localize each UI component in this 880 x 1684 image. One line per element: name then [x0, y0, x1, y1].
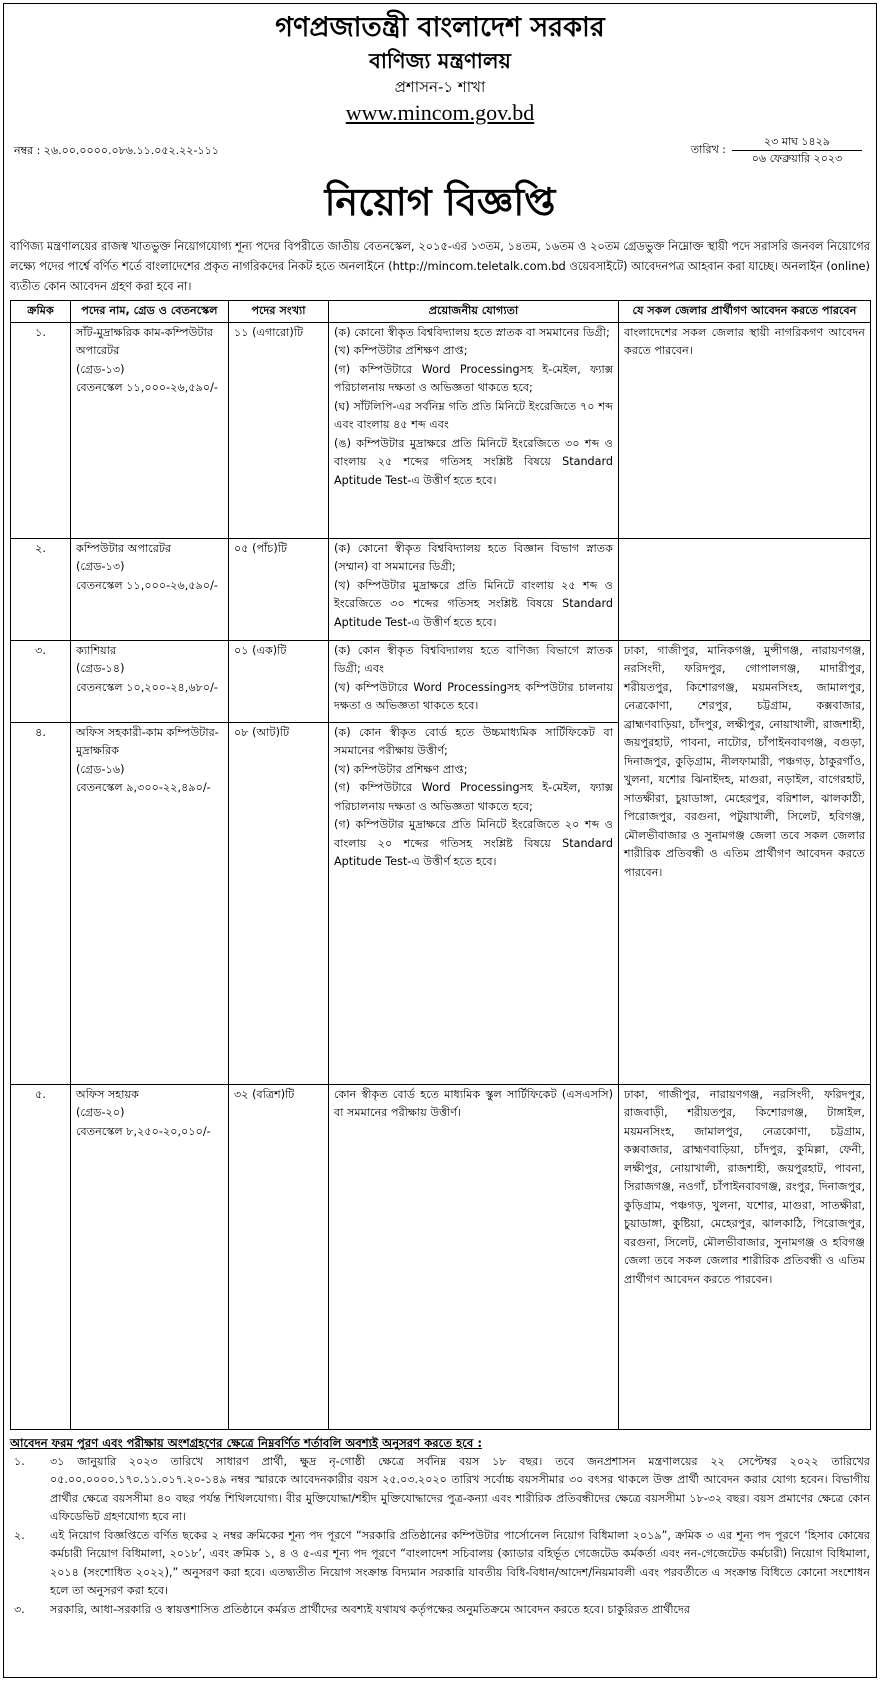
- condition-item: [10, 1527, 870, 1601]
- row-qualifications: [329, 538, 619, 640]
- post-grade: (গ্রেড-১৩): [76, 560, 125, 573]
- qualification-item: (গ) কম্পিউটারে Word Processingসহ ই-মেইল, ফ্যাক্স পরিচালনায় দক্ষতা ও অভিজ্ঞতা থাকতে হবে;: [334, 362, 613, 394]
- condition-text: এই নিয়োগ বিজ্ঞপ্তিতে বর্ণিত ছকের ২ নম্বর ক্রমিকের শূন্য পদ পূরণে “সরকারি প্রতিষ্ঠানের কম্পিউটার পার্সোনেল নিয়োগ বিধিমালা ২০১৯”, ক্রমিক ৩ এর শূন্য পদ পূরণে ‘হিসাব কোষের কর্মচারী নিয়োগ বিধিমালা, ২০১৮’, এবং ক্রমিক ১, ৪ ও ৫-এর শূন্য পদ পূরণে “বাংলাদেশ সচিবালয় (ক্যাডার বহির্ভূত গেজেটেড কর্মকর্তা এবং নন-গেজেটেড কর্মচারী) নিয়োগ বিধিমালা, ২০১৪ (সংশোধিত ২০২২),” অনুসরণ করা হবে। এতদ্ব্যতীত নিয়োগ সংক্রান্ত বিদ্যমান সরকারি যাবতীয় বিধি-বিধান/আদেশ/নিয়মাবলী এবং পরবর্তীতে এ সংক্রান্ত বিধিতে কোনো সংশোধন হলে তা অনুসরণ করা হবে।: [50, 1528, 870, 1597]
- header-count: পদের সংখ্যা: [229, 301, 329, 323]
- qualification-item: (ক) কোনো স্বীকৃত বিশ্ববিদ্যালয় হতে বিজ্ঞান বিভাগ স্নাতক (সম্মান) বা সমমানের ডিগ্রী;: [334, 541, 613, 573]
- header-qualification: প্রয়োজনীয় যোগ্যতা: [329, 301, 619, 323]
- post-scale: বেতনস্কেল ১১,০০০-২৬,৫৯০/-: [76, 578, 218, 592]
- condition-text: ৩১ জানুয়ারি ২০২৩ তারিখে সাধারণ প্রার্থী, ক্ষুদ্র নৃ-গোষ্ঠী ক্ষেত্রে সর্বনিম্ন বয়স ১৮ বছর। তবে জনপ্রশাসন মন্ত্রণালয়ের ২২ সেপ্টেম্বর ২০২২ তারিখের ০৫.০০.০০০০.১৭০.১১.০১৭.২০-১৪৯ নম্বর স্মারকে আবেদনকারীর বয়স ২৫.০৩.২০২০ তারিখ সর্বোচ্চ বয়সসীমার ৩০ বৎসর থাকলে উক্ত প্রার্থী আবেদন করার যোগ্য হবেন। বিভাগীয় প্রার্থীর ক্ষেত্রে বয়সসীমা ৪০ বছর পর্যন্ত শিথিলযোগ্য। বীর মুক্তিযোদ্ধা/শহীদ মুক্তিযোদ্ধাদের পুত্র-কন্যা এবং শারীরিক প্রতিবন্ধীদের ক্ষেত্রে বয়সসীমা ১৮-৩২ বছর। বয়স প্রমাণের ক্ষেত্রে কোন এফিডেভিট গ্রহণযোগ্য হবে না।: [50, 1454, 870, 1523]
- row-districts: ঢাকা, গাজীপুর, নারায়ণগঞ্জ, নরসিংদী, ফরিদপুর, রাজবাড়ী, শরীয়তপুর, কিশোরগঞ্জ, টাঙ্গাইল, ময়মনসিংহ, জামালপুর, নেত্রকোণা, চট্টগ্রাম, কক্সবাজার, ব্রাহ্মণবাড়িয়া, চাঁদপুর, কুমিল্লা, ফেনী, লক্ষীপুর, নোয়াখালী, রাজশাহী, জয়পুরহাট, পাবনা, সিরাজগঞ্জ, নওগাঁ, চাঁপাইনবাবগঞ্জ, রংপুর, দিনাজপুর, কুড়িগ্রাম, পঞ্চগড়, খুলনা, যশোর, মাগুরা, সাতক্ষীরা, চুয়াডাঙ্গা, কুষ্টিয়া, মেহেরপুর, ঝালকাঠি, পিরোজপুর, বরগুনা, সিলেট, মৌলভীবাজার, সুনামগঞ্জ ও হবিগঞ্জ জেলা তবে সকল জেলার শারীরিক প্রতিবন্ধী ও এতিম প্রার্থীগণ আবেদন করতে পারবেন।: [619, 1084, 871, 1429]
- header-post: পদের নাম, গ্রেড ও বেতনস্কেল: [71, 301, 229, 323]
- row-serial: ৪.: [11, 722, 71, 1084]
- reference-row: [4, 128, 876, 172]
- post-grade: (গ্রেড-১৬): [76, 762, 125, 776]
- post-name: অফিস সহায়ক: [76, 1087, 139, 1101]
- row-count: ০৫ (পাঁচ)টি: [229, 538, 329, 640]
- qualification-item: (ক) কোন স্বীকৃত বিশ্ববিদ্যালয় হতে বাণিজ্য বিভাগে স্নাতক ডিগ্রী; এবং: [334, 643, 613, 675]
- header-districts: যে সকল জেলার প্রার্থীগণ আবেদন করতে পারবেন: [619, 301, 871, 323]
- job-circular-page: [3, 3, 877, 1678]
- qualification-item: (খ) কম্পিউটার মুদ্রাক্ষরে প্রতি মিনিটে বাংলায় ২৫ শব্দ ও ইংরেজিতে ৩০ শব্দের গতিসহ সংশ্লিষ্ট বিষয়ে Standard Aptitude Test-এ উত্তীর্ণ হতে হবে।: [334, 578, 613, 629]
- post-scale: বেতনস্কেল ১০,২০০-২৪,৬৮০/-: [76, 680, 218, 694]
- qualification-item: (খ) কম্পিউটার প্রশিক্ষণ প্রাপ্ত;: [334, 762, 468, 776]
- post-name: সাঁট-মুদ্রাক্ষরিক কাম-কম্পিউটার অপারেটর: [76, 325, 213, 357]
- row-serial: ৩.: [11, 640, 71, 722]
- condition-item: [10, 1453, 870, 1527]
- date-block: [691, 134, 862, 167]
- qualification-item: (ঙ) কম্পিউটার মুদ্রাক্ষরে প্রতি মিনিটে ইংরেজিতে ৩০ শব্দ ও বাংলায় ২৫ শব্দের গতিসহ সংশ্লিষ্ট বিষয়ে Standard Aptitude Test-এ উত্তীর্ণ হতে হবে।: [334, 436, 613, 487]
- branch-name: প্রশাসন-১ শাখা: [394, 78, 486, 96]
- table-row: [11, 322, 871, 538]
- row-qualifications: [329, 322, 619, 538]
- condition-text: সরকারি, আধা-সরকারি ও স্বায়ত্তশাসিত প্রতিষ্ঠানে কর্মরত প্রার্থীদের অবশ্যই যথাযথ কর্তৃপক্ষের অনুমতিক্রমে আবেদন করতে হবে। চাকুরিরত প্রার্থীদের: [50, 1602, 690, 1616]
- qualification-item: কোন স্বীকৃত বোর্ড হতে মাধ্যমিক স্কুল সার্টিফিকেট (এসএসসি) বা সমমানের পরীক্ষায় উত্তীর্ণ।: [334, 1087, 613, 1119]
- row-count: ৩২ (বত্রিশ)টি: [229, 1084, 329, 1429]
- row-districts: [619, 538, 871, 640]
- qualification-item: (ঘ) সাঁটলিপি-এর সর্বনিম্ন গতি প্রতি মিনিটে ইংরেজিতে ৭০ শব্দ এবং বাংলায় ৪৫ শব্দ এবং: [334, 399, 613, 431]
- conditions-title: আবেদন ফরম পুরণ এবং পরীক্ষায় অংশগ্রহণের ক্ষেত্রে নিম্নবর্ণিত শর্তাবলি অবশ্যই অনুসরণ করতে হবে :: [10, 1435, 482, 1450]
- row-qualifications: [329, 1084, 619, 1429]
- row-serial: ২.: [11, 538, 71, 640]
- row-qualifications: [329, 722, 619, 1084]
- post-name: ক্যাশিয়ার: [76, 643, 117, 657]
- notice-title: নিয়োগ বিজ্ঞপ্তি: [324, 179, 556, 224]
- table-header-row: [11, 301, 871, 323]
- qualification-item: (খ) কম্পিউটারে Word Processingসহ কম্পিউটার চালনায় দক্ষতা ও অভিজ্ঞতা থাকতে হবে।: [334, 680, 613, 712]
- qualification-item: (ক) কোন স্বীকৃত বোর্ড হতে উচ্চমাধ্যমিক সার্টিফিকেট বা সমমানের পরীক্ষায় উত্তীর্ণ;: [334, 725, 613, 757]
- row-count: ০১ (এক)টি: [229, 640, 329, 722]
- table-row: [11, 640, 871, 722]
- condition-item: [10, 1601, 870, 1620]
- post-name: কম্পিউটার অপারেটর: [76, 541, 172, 555]
- post-grade: (গ্রেড-২০): [76, 1106, 125, 1119]
- qualification-item: (ক) কোনো স্বীকৃত বিশ্ববিদ্যালয় হতে স্নাতক বা সমমানের ডিগ্রী;: [334, 325, 610, 339]
- row-post: [71, 640, 229, 722]
- table-row: [11, 538, 871, 640]
- row-serial: ৫.: [11, 1084, 71, 1429]
- date-bangla: ২৩ মাঘ ১৪২৯: [732, 134, 862, 151]
- letterhead: [4, 10, 876, 128]
- condition-number: ২.: [14, 1528, 25, 1542]
- header-serial: ক্রমিক: [11, 301, 71, 323]
- post-grade: (গ্রেড-১৩): [76, 362, 125, 376]
- vacancy-table: [10, 300, 871, 1430]
- post-scale: বেতনস্কেল ১১,০০০-২৬,৫৯০/-: [76, 381, 218, 394]
- row-serial: ১.: [11, 322, 71, 538]
- qualification-item: (খ) কম্পিউটার প্রশিক্ষণ প্রাপ্ত;: [334, 344, 468, 357]
- memo-number: নম্বর : ২৬.০০.০০০০.০৮৬.১১.০৫২.২২-১১১: [14, 144, 219, 157]
- row-count: ১১ (এগারো)টি: [229, 322, 329, 538]
- row-districts: ঢাকা, গাজীপুর, মানিকগঞ্জ, মুন্সীগঞ্জ, নারায়ণগঞ্জ, নরসিংদী, ফরিদপুর, গোপালগঞ্জ, মাদারীপুর, শরীয়তপুর, কিশোরগঞ্জ, ময়মনসিংহ, জামালপুর, নেত্রকোণা, শেরপুর, চট্টগ্রাম, কক্সবাজার, ব্রাহ্মণবাড়িয়া, চাঁদপুর, লক্ষীপুর, নোয়াখালী, রাজশাহী, জয়পুরহাট, পাবনা, নাটোর, চাঁপাইনবাবগঞ্জ, বগুড়া, দিনাজপুর, কুড়িগ্রাম, নীলফামারী, পঞ্চগড়, ঠাকুরগাঁও, খুলনা, যশোর ঝিনাইদহ, মাগুরা, নড়াইল, বাগেরহাট, সাতক্ষীরা, চুয়াডাঙ্গা, মেহেরপুর, বরিশাল, ঝালকাঠী, পিরোজপুর, বরগুনা, পটুয়াখালী, সিলেট, হবিগঞ্জ, মৌলভীবাজার ও সুনামগঞ্জ জেলা তবে সকল জেলার শারীরিক প্রতিবন্ধী ও এতিম প্রার্থীগণ আবেদন করতে পারবেন।: [619, 640, 871, 1084]
- intro-paragraph: বাণিজ্য মন্ত্রণালয়ের রাজস্ব খাতভুক্ত নিয়োগযোগ্য শূন্য পদের বিপরীতে জাতীয় বেতনস্কেল, ২০১৫-এর ১৩তম, ১৪তম, ১৬তম ও ২০তম গ্রেডভুক্ত নিম্নোক্ত স্থায়ী পদে সরাসরি জনবল নিয়োগের লক্ষ্যে পদের পার্শ্বে বর্ণিত শর্তে বাংলাদেশের প্রকৃত নাগরিকদের নিকট হতে অনলাইনে (http://mincom.teletalk.com.bd ওয়েবসাইটে) আবেদনপত্র আহবান করা যাচ্ছে। অনলাইন (online) ব্যতীত কোন আবেদন গ্রহণ করা হবে না।: [10, 239, 870, 293]
- row-count: ০৮ (আট)টি: [229, 722, 329, 1084]
- website-link[interactable]: www.mincom.gov.bd: [345, 100, 535, 125]
- row-post: [71, 722, 229, 1084]
- table-row: [11, 1084, 871, 1429]
- condition-number: ৩.: [14, 1602, 25, 1616]
- date-label: তারিখ :: [690, 143, 726, 156]
- government-name: গণপ্রজাতন্ত্রী বাংলাদেশ সরকার: [275, 12, 605, 43]
- row-post: [71, 322, 229, 538]
- row-post: [71, 1084, 229, 1429]
- post-name: অফিস সহকারী-কাম কম্পিউটার-মুদ্রাক্ষরিক: [76, 725, 219, 757]
- row-post: [71, 538, 229, 640]
- post-grade: (গ্রেড-১৪): [76, 662, 125, 675]
- post-scale: বেতনস্কেল ৯,৩০০-২২,৪৯০/-: [76, 781, 211, 794]
- qualification-item: (গ) কম্পিউটারে Word Processingসহ ই-মেইল, ফ্যাক্স পরিচালনায় দক্ষতা ও অভিজ্ঞতা থাকতে হবে;: [334, 781, 613, 813]
- post-scale: বেতনস্কেল ৮,২৫০-২০,০১০/-: [76, 1124, 211, 1138]
- row-districts: বাংলাদেশের সকল জেলার স্থায়ী নাগরিকগণ আবেদন করতে পারবেন।: [619, 322, 871, 538]
- row-qualifications: [329, 640, 619, 722]
- ministry-name: বাণিজ্য মন্ত্রণালয়: [369, 48, 511, 73]
- condition-number: ১.: [14, 1454, 25, 1468]
- qualification-item: (গ) কম্পিউটার মুদ্রাক্ষরে প্রতি মিনিটে ইংরেজিতে ২০ শব্দ ও বাংলায় ২০ শব্দের গতিসহ সংশ্লিষ্ট বিষয়ে Standard Aptitude Test-এ উত্তীর্ণ হতে হবে।: [334, 818, 613, 868]
- date-english: ০৬ ফেব্রুয়ারি ২০২৩: [751, 152, 843, 165]
